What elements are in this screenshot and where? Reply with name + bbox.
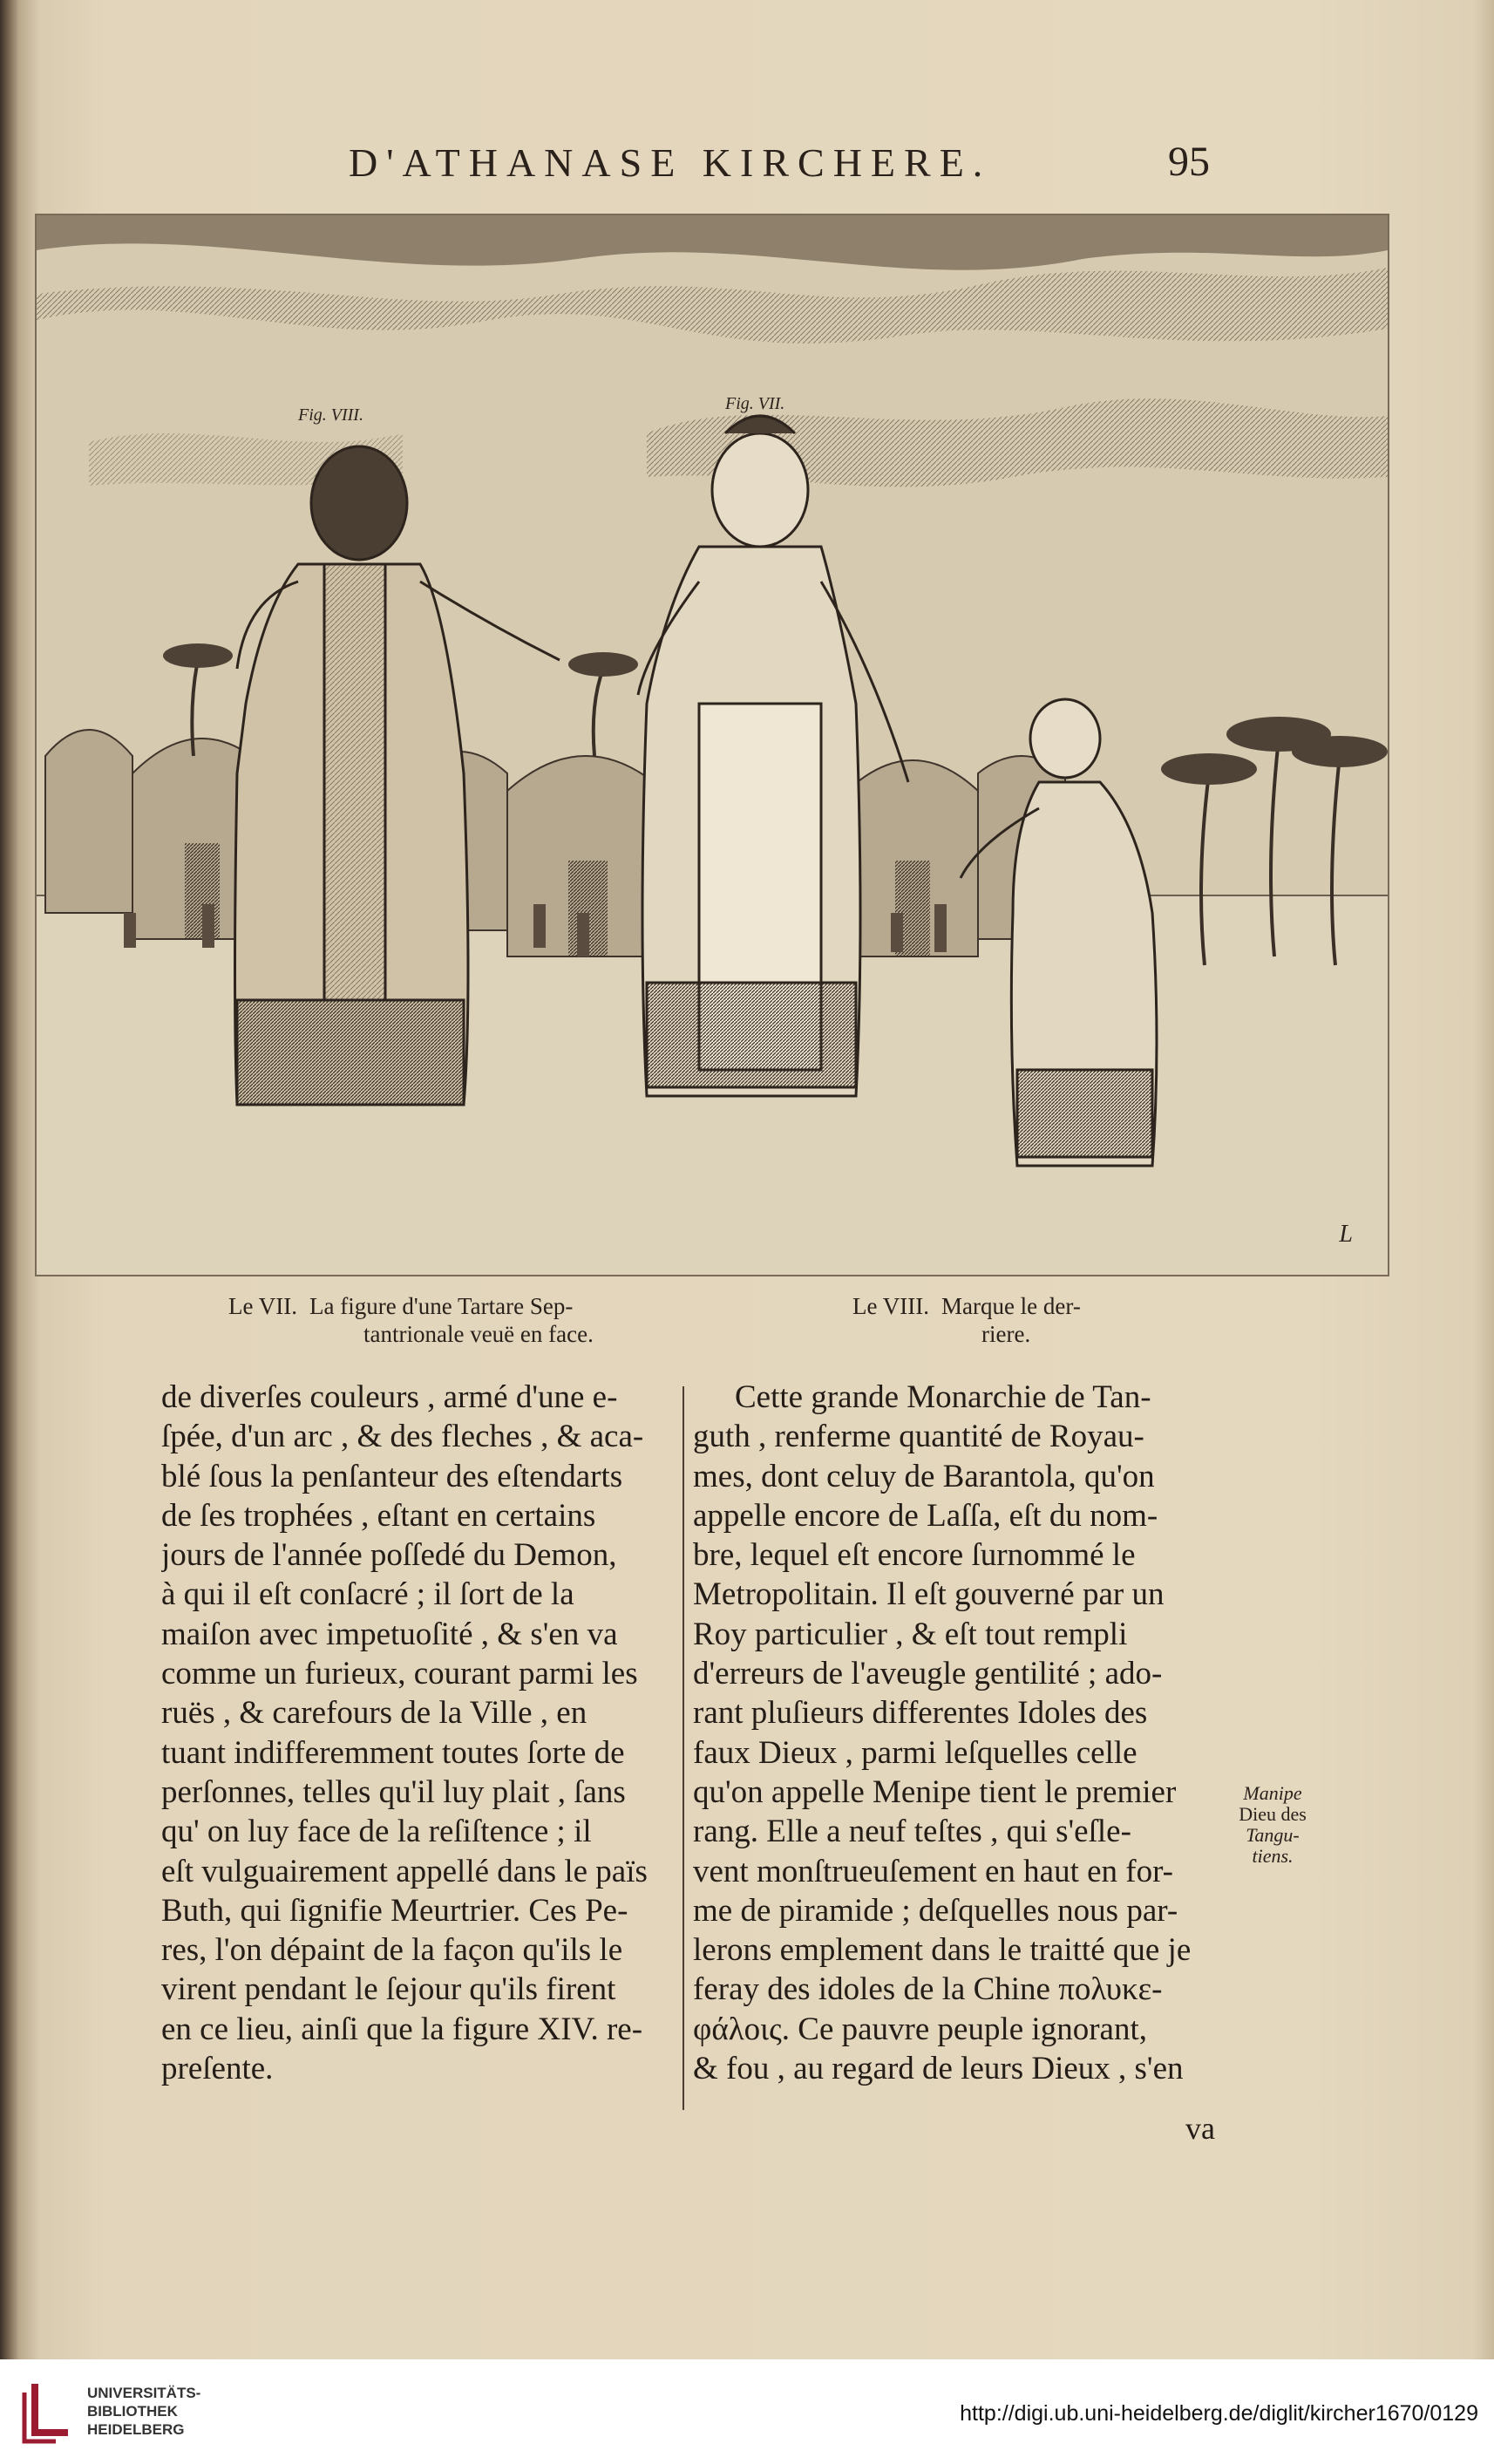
caption-viii-number: Le VIII. bbox=[852, 1293, 929, 1319]
fig-vii-label: Fig. VII. bbox=[725, 394, 785, 413]
text-line: me de piramide ; deſquelles nous par- bbox=[693, 1892, 1178, 1929]
text-line: comme un furieux, courant parmi les bbox=[161, 1656, 638, 1692]
text-line: φάλοις. Ce pauvre peuple ignorant, bbox=[693, 2011, 1147, 2047]
catchword: va bbox=[1185, 2111, 1215, 2146]
engraving-plate bbox=[35, 214, 1389, 1276]
text-line: d'erreurs de l'aveugle gentilité ; ado- bbox=[693, 1656, 1163, 1692]
text-line: rant pluſieurs differentes Idoles des bbox=[693, 1695, 1148, 1732]
text-line: qu'on appelle Menipe tient le premier bbox=[693, 1773, 1177, 1810]
text-line: rang. Elle a neuf teſtes , qui s'eſle- bbox=[693, 1814, 1131, 1850]
text-line: guth , renferme quantité de Royau- bbox=[693, 1419, 1144, 1455]
text-line: res, l'on dépaint de la façon qu'ils le bbox=[161, 1932, 623, 1969]
text-line: feray des idoles de la Chine πολυκε- bbox=[693, 1971, 1163, 2008]
source-url[interactable]: http://digi.ub.uni-heidelberg.de/diglit/kircher1670/0129 bbox=[960, 2401, 1478, 2426]
margin-note-line: tiens. bbox=[1252, 1845, 1294, 1867]
footer-bar bbox=[0, 2359, 1494, 2464]
caption-vii bbox=[228, 1292, 682, 1348]
text-line: virent pendant le ſejour qu'ils firent bbox=[161, 1971, 616, 2008]
left-text-column bbox=[161, 1378, 676, 2088]
text-line: de diverſes couleurs , armé d'une e- bbox=[161, 1379, 618, 1415]
margin-note-line: Tangu- bbox=[1246, 1824, 1300, 1846]
text-line: qu' on luy face de la reſiſtence ; il bbox=[161, 1814, 592, 1850]
text-line: tuant indifferemment toutes ſorte de bbox=[161, 1734, 625, 1771]
text-line: appelle encore de Laſſa, eſt du nom- bbox=[693, 1497, 1158, 1534]
caption-viii bbox=[852, 1292, 1219, 1348]
text-line: ſpée, d'un arc , & des fleches , & aca- bbox=[161, 1419, 644, 1455]
logo-line: BIBLIOTHEK bbox=[87, 2403, 178, 2420]
text-line: perſonnes, telles qu'il luy plait , ſans bbox=[161, 1773, 626, 1810]
library-logo-text bbox=[87, 2384, 200, 2439]
library-logo-icon bbox=[17, 2379, 75, 2447]
right-text-column bbox=[693, 1378, 1207, 2088]
text-line: preſente. bbox=[161, 2051, 274, 2087]
text-line: bre, lequel eſt encore ſurnommé le bbox=[693, 1537, 1136, 1574]
text-line: eſt vulguairement appellé dans le païs bbox=[161, 1853, 648, 1889]
caption-vii-number: Le VII. bbox=[228, 1293, 297, 1319]
text-line: & fou , au regard de leurs Dieux , s'en bbox=[693, 2051, 1184, 2087]
text-line: maiſon avec impetuoſité , & s'en va bbox=[161, 1616, 618, 1652]
caption-vii-line-2: tantrionale veuë en face. bbox=[363, 1321, 594, 1347]
text-line: ruës , & carefours de la Ville , en bbox=[161, 1695, 587, 1732]
text-line: Roy particulier , & eſt tout rempli bbox=[693, 1616, 1128, 1652]
text-line: mes, dont celuy de Barantola, qu'on bbox=[693, 1458, 1155, 1494]
logo-line: UNIVERSITÄTS- bbox=[87, 2385, 201, 2401]
text-line: Buth, qui ſignifie Meurtrier. Ces Pe- bbox=[161, 1892, 628, 1929]
text-line: vent monſtrueuſement en haut en for- bbox=[693, 1853, 1173, 1889]
text-line: lerons emplement dans le traitté que je bbox=[693, 1932, 1192, 1969]
engraving-illustration bbox=[37, 215, 1388, 1275]
text-line: en ce lieu, ainſi que la figure XIV. re- bbox=[161, 2011, 643, 2047]
running-title: D'ATHANASE KIRCHERE. bbox=[349, 140, 992, 185]
margin-note bbox=[1216, 1783, 1329, 1867]
text-line: faux Dieux , parmi leſquelles celle bbox=[693, 1734, 1137, 1771]
plate-letter: L bbox=[1339, 1221, 1353, 1248]
caption-viii-line-1: Marque le der- bbox=[941, 1293, 1081, 1319]
text-line: Metropolitain. Il eſt gouverné par un bbox=[693, 1576, 1165, 1613]
page-header bbox=[0, 131, 1494, 192]
column-divider bbox=[682, 1386, 684, 2110]
text-line: de ſes trophées , eſtant en certains bbox=[161, 1497, 596, 1534]
caption-viii-line-2: riere. bbox=[981, 1321, 1031, 1347]
logo-line: HEIDELBERG bbox=[87, 2421, 185, 2438]
text-line: Cette grande Monarchie de Tan- bbox=[735, 1379, 1151, 1415]
caption-vii-line-1: La figure d'une Tartare Sep- bbox=[309, 1293, 574, 1319]
text-line: à qui il eſt conſacré ; il ſort de la bbox=[161, 1576, 574, 1613]
text-line: blé ſous la penſanteur des eſtendarts bbox=[161, 1458, 623, 1494]
text-line: jours de l'année poſſedé du Demon, bbox=[161, 1537, 617, 1574]
margin-note-line: Manipe bbox=[1243, 1782, 1302, 1804]
fig-viii-label: Fig. VIII. bbox=[298, 405, 363, 425]
page-number: 95 bbox=[1168, 139, 1210, 185]
margin-note-line: Dieu des bbox=[1239, 1803, 1307, 1825]
